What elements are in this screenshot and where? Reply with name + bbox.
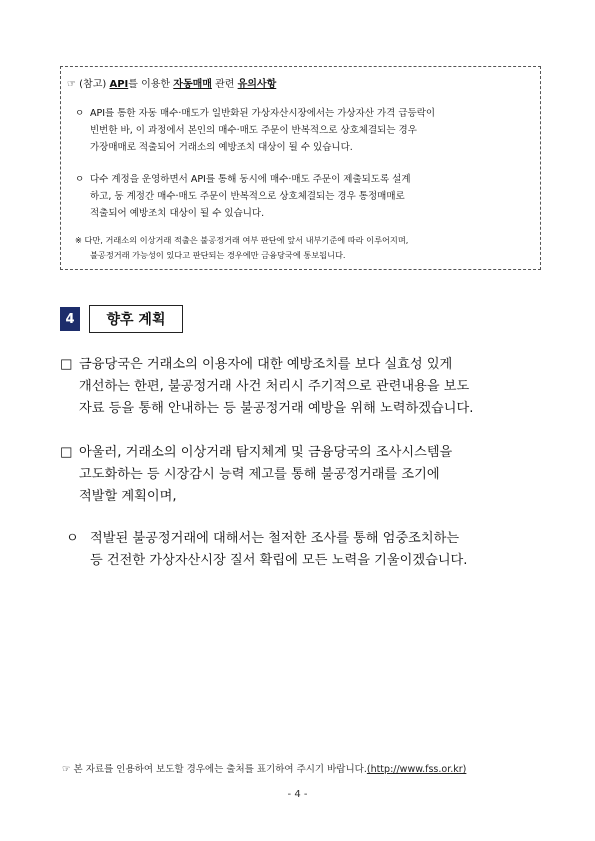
note-paragraph-multiple-accounts: ㅇ 다수 계정을 운영하면서 API를 통해 동시에 매수·매도 주문이 제출되도록 설계 하고, 동 계정간 매수·매도 주문이 반복적으로 상호체결되는 경우 통정매매로 적출되어 예방조치 대상이 될 수 있습니다.: [75, 171, 411, 222]
citation-note: ☞ 본 자료를 인용하여 보도할 경우에는 출처를 표기하여 주시기 바랍니다.(http://www.fss.or.kr): [62, 764, 467, 775]
section-number: 4: [60, 307, 80, 331]
circle-bullet-icon: ㅇ: [75, 174, 85, 185]
paragraph-surveillance-upgrade: □ 아울러, 거래소의 이상거래 탐지체계 및 금융당국의 조사시스템을 고도화하는 등 시장감시 능력 제고를 통해 불공정거래를 조기에 적발할 계획이며,: [60, 442, 452, 508]
page-number: - 4 -: [287, 789, 308, 800]
subparagraph-strict-action: ㅇ 적발된 불공정거래에 대해서는 철저한 조사를 통해 엄중조치하는 등 건전한 가상자산시장 질서 확립에 모든 노력을 기울이겠습니다.: [66, 528, 468, 572]
fss-website-link[interactable]: (http://www.fss.or.kr): [366, 764, 467, 775]
pointing-hand-icon: ☞: [67, 79, 76, 90]
square-bullet-icon: □: [60, 357, 73, 372]
note-footnote: ※ 다만, 거래소의 이상거래 적출은 불공정거래 여부 판단에 앞서 내부기준에 따라 이루어지며, 불공정거래 가능성이 있다고 판단되는 경우에만 금융당국에 통보됩니다.: [75, 235, 409, 260]
note-paragraph-api-auto-trading: ㅇ API를 통한 자동 매수·매도가 일반화된 가상자산시장에서는 가상자산 가격 급등락이 빈번한 바, 이 과정에서 본인의 매수·매도 주문이 반복적으로 상호체결되는 경우 가장매매로 적출되어 거래소의 예방조치 대상이 될 수 있습니다.: [75, 105, 435, 156]
circle-bullet-icon: ㅇ: [75, 108, 85, 119]
circle-bullet-icon: ㅇ: [66, 531, 79, 546]
section-title: 향후 계획: [89, 305, 183, 333]
note-heading: ☞ (참고) API를 이용한 자동매매 관련 유의사항: [67, 79, 277, 90]
paragraph-prevention-measures: □ 금융당국은 거래소의 이용자에 대한 예방조치를 보다 실효성 있게 개선하는 한편, 불공정거래 사건 처리시 주기적으로 관련내용을 보도 자료 등을 통해 안내하는 등 불공정거래 예방을 위해 노력하겠습니다.: [60, 354, 473, 420]
square-bullet-icon: □: [60, 445, 73, 460]
reference-note-box: [60, 66, 541, 270]
